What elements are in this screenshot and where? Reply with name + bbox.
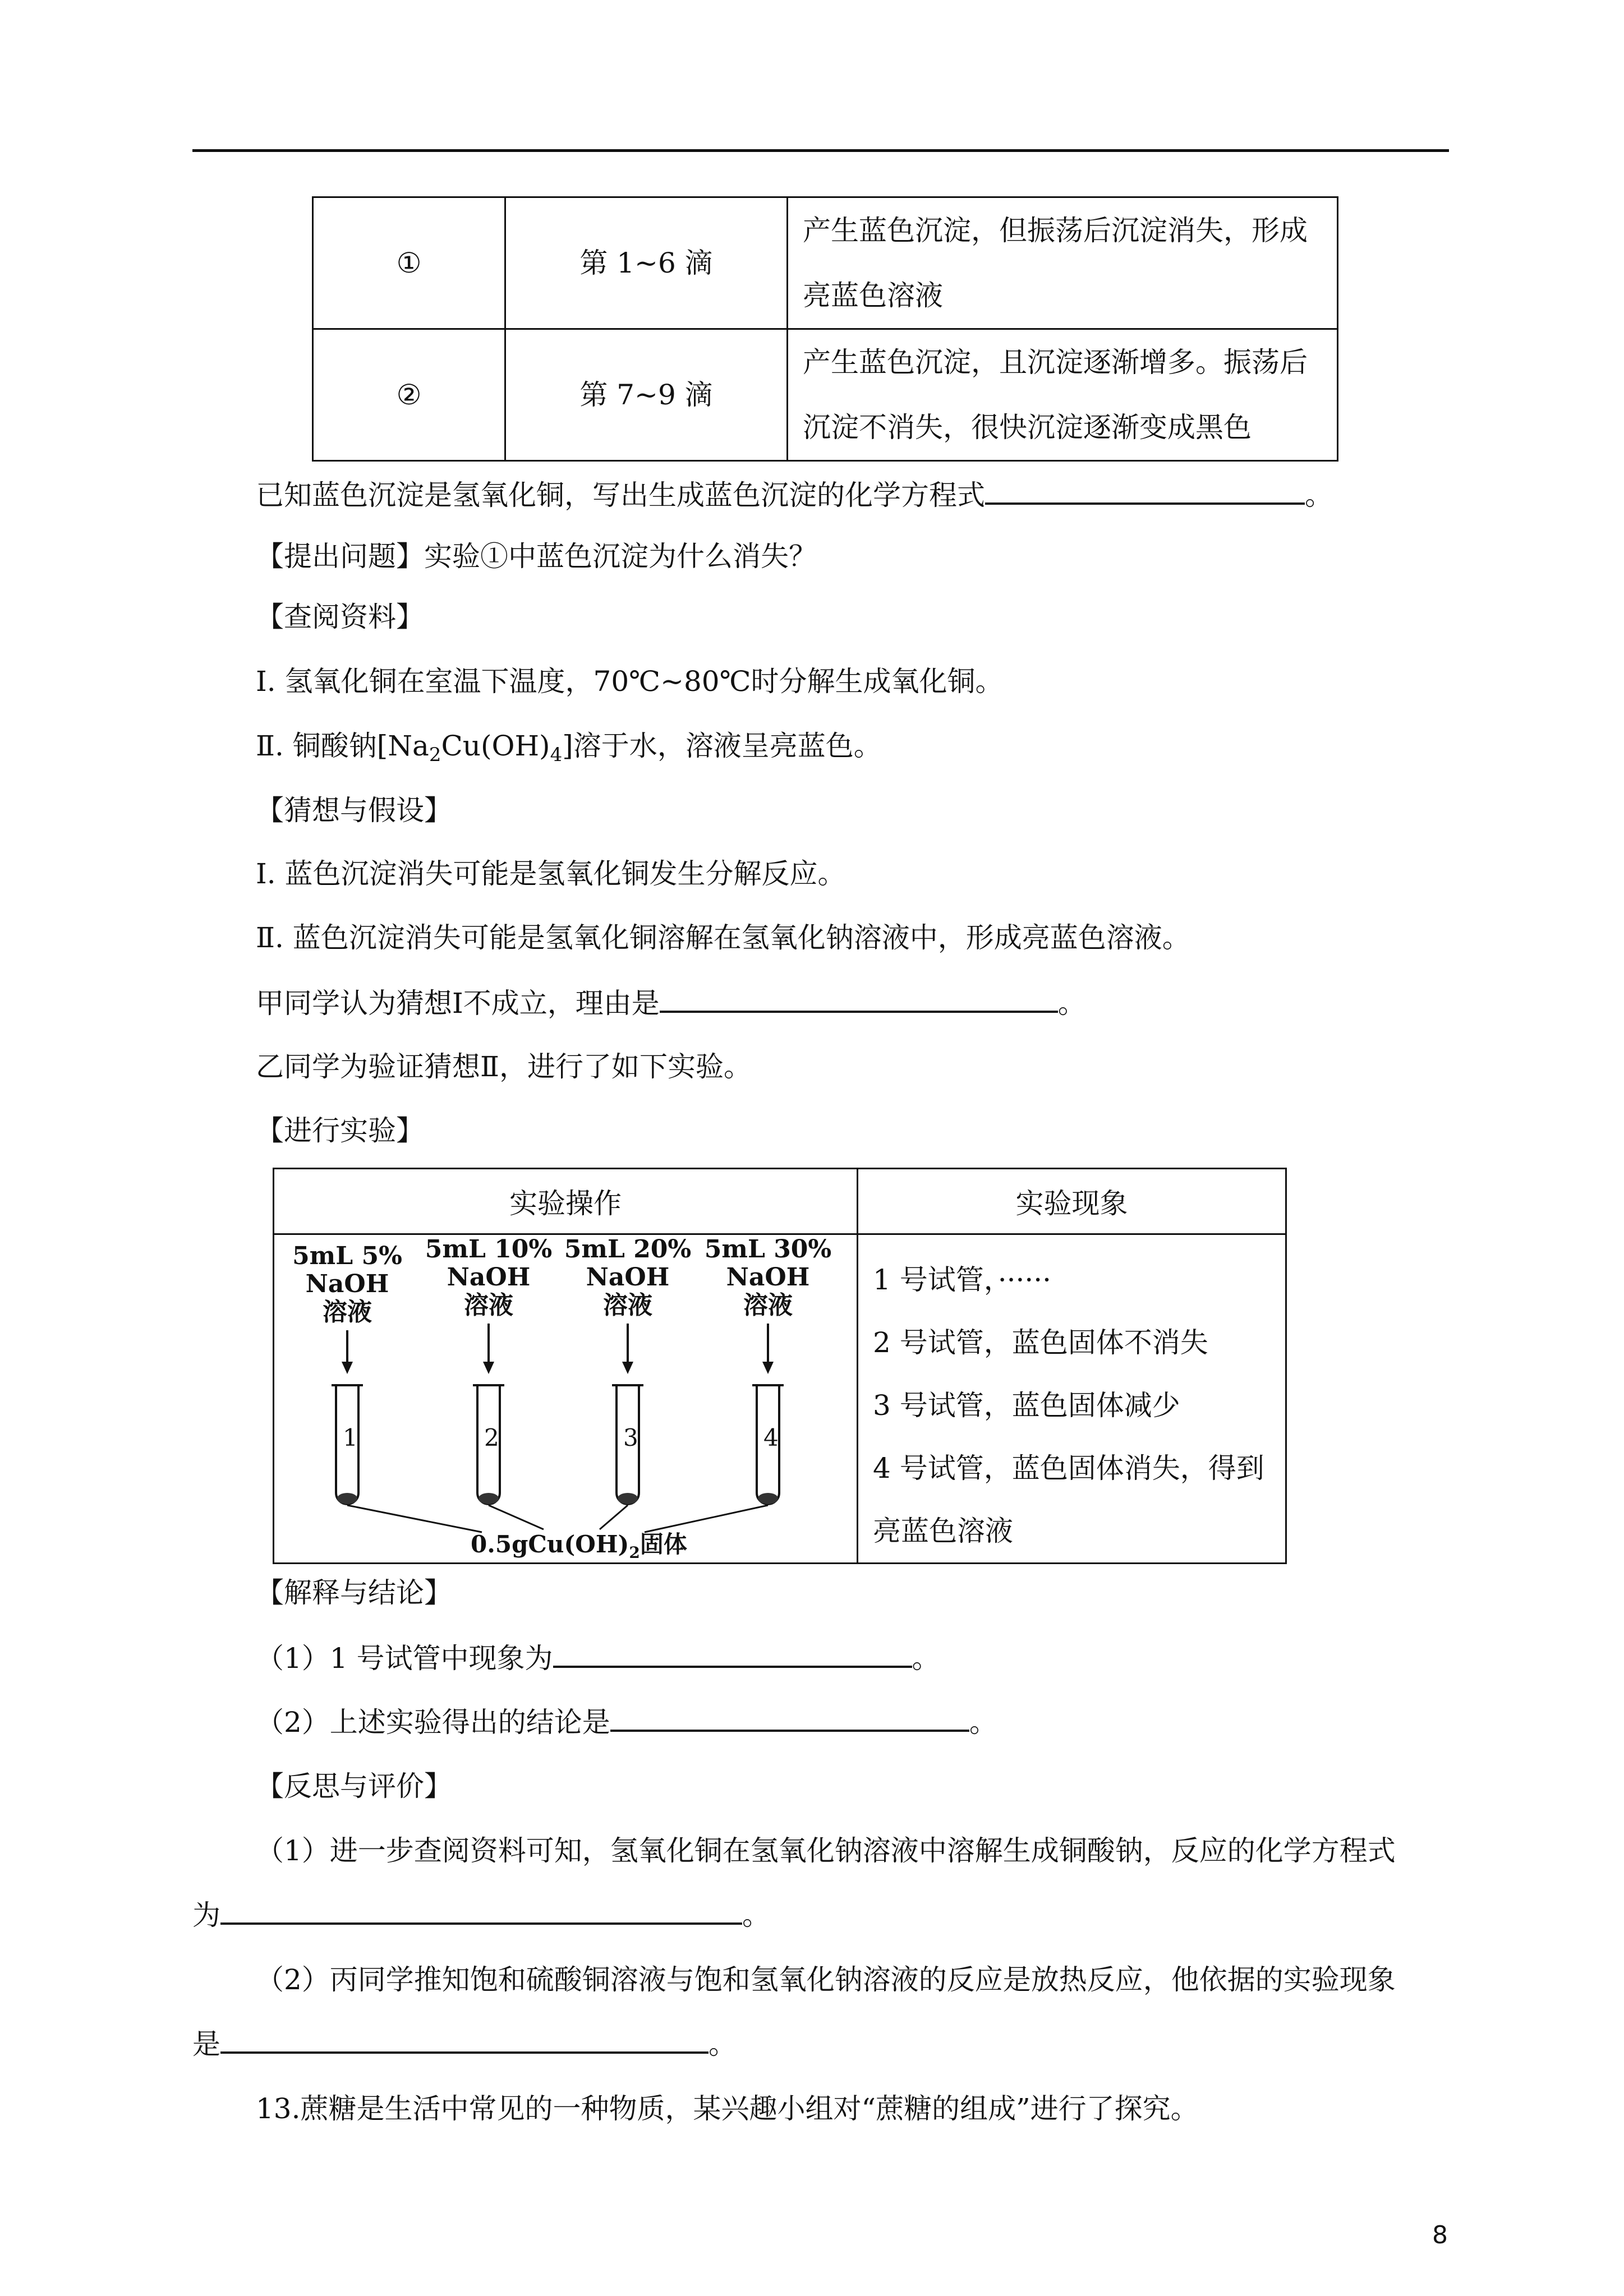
row-number: ① (313, 197, 505, 329)
experiment-table (273, 1168, 1287, 1564)
tube-number: 3 (623, 1424, 638, 1451)
paragraph-end: 。 (1057, 987, 1086, 1020)
header-phenomenon: 实验现象 (858, 1169, 1286, 1234)
paragraph-text: （1）1 号试管中现象为 (256, 1642, 553, 1675)
drop-range: 第 1~6 滴 (505, 197, 788, 329)
tube-number: 1 (343, 1424, 358, 1451)
reference-item-2 (256, 729, 882, 772)
heading-question: 【提出问题】实验①中蓝色沉淀为什么消失？ (256, 540, 817, 573)
result-cell (788, 197, 1338, 329)
precipitate-icon (479, 1493, 499, 1504)
solid-label: $0.5gCu(OH)_2$固体 (471, 1530, 687, 1558)
header-operation: 实验操作 (274, 1169, 858, 1234)
heading-hypothesis: 【猜想与假设】 (256, 794, 452, 827)
question-13: 13.蔗糖是生活中常见的一种物质，某兴趣小组对“蔗糖的组成”进行了探究。 (256, 2092, 1199, 2125)
reference-item-1: Ⅰ. 氢氧化铜在室温下温度，70℃~80℃时分解生成氧化铜。 (256, 665, 1004, 698)
tube-label-reagent: NaOH (305, 1270, 389, 1298)
tube-label-solution: 溶液 (743, 1291, 793, 1320)
paragraph-end: 。 (969, 1706, 997, 1739)
pointer-line (600, 1505, 628, 1529)
tube-label-volume: 5mL 30% (704, 1235, 832, 1264)
precipitate-icon (337, 1493, 357, 1504)
question-1 (256, 1641, 940, 1675)
result-cell (788, 329, 1338, 461)
phenomenon-line: 3 号试管，蓝色固体减少 (873, 1389, 1180, 1422)
paragraph-text: 为 (192, 1899, 220, 1931)
table-row (313, 329, 1338, 461)
table-row (313, 197, 1338, 329)
tube-label-reagent: NaOH (447, 1263, 531, 1292)
reflection-1-cont (192, 1898, 770, 1932)
hypothesis-2: Ⅱ. 蓝色沉淀消失可能是氢氧化铜溶解在氢氧化钠溶液中，形成亮蓝色溶液。 (256, 921, 1190, 954)
phenomenon-line: 4 号试管，蓝色固体消失，得到 (873, 1452, 1264, 1484)
answer-blank[interactable] (220, 2027, 709, 2054)
tube-label-solution: 溶液 (603, 1291, 652, 1320)
result-line: 产生蓝色沉淀，且沉淀逐渐增多。振荡后 (803, 346, 1308, 379)
tube-label-volume: 5mL 10% (425, 1235, 553, 1264)
header-rule (192, 149, 1449, 152)
tube-label-solution: 溶液 (323, 1298, 372, 1326)
ref-text: Ⅱ. 铜酸钠[Na (256, 730, 429, 762)
tube-number: 4 (763, 1424, 779, 1451)
precipitate-icon (618, 1493, 638, 1504)
heading-references: 【查阅资料】 (256, 601, 424, 633)
result-line: 亮蓝色溶液 (803, 279, 943, 312)
result-line: 沉淀不消失，很快沉淀逐渐变成黑色 (803, 411, 1252, 444)
paragraph-text: （2）上述实验得出的结论是 (256, 1706, 610, 1739)
pointer-line (489, 1505, 544, 1529)
tube-number: 2 (484, 1424, 499, 1451)
paragraph (256, 478, 1333, 512)
tube-label-reagent: NaOH (586, 1263, 670, 1292)
heading-reflection: 【反思与评价】 (256, 1770, 452, 1802)
pointer-line (645, 1505, 768, 1532)
precipitate-icon (758, 1493, 778, 1504)
tube-label-volume: 5mL 5% (292, 1242, 402, 1270)
reflection-1: （1）进一步查阅资料可知，氢氧化铜在氢氧化钠溶液中溶解生成铜酸钠，反应的化学方程式 (256, 1834, 1396, 1867)
answer-blank[interactable] (220, 1898, 742, 1925)
phenomenon-cell (858, 1234, 1286, 1564)
paragraph-end: 。 (742, 1899, 770, 1931)
page-number: 8 (1432, 2221, 1448, 2249)
arrow-head-icon (483, 1362, 494, 1374)
arrow-head-icon (342, 1362, 353, 1374)
phenomenon-line: 亮蓝色溶液 (873, 1515, 1013, 1547)
paragraph-text: 甲同学认为猜想Ⅰ不成立，理由是 (256, 987, 660, 1020)
phenomenon-line: 1 号试管，······ (873, 1264, 1052, 1296)
result-line: 产生蓝色沉淀，但振荡后沉淀消失，形成 (803, 214, 1308, 247)
tube-label-volume: 5mL 20% (564, 1235, 692, 1264)
paragraph-end: 。 (709, 2028, 737, 2060)
table-header-row (274, 1169, 1286, 1234)
operation-cell (274, 1234, 858, 1564)
paragraph-text: 是 (192, 2028, 220, 2060)
heading-conclusion: 【解释与结论】 (256, 1576, 452, 1609)
paragraph (256, 986, 1086, 1020)
paragraph-end: 。 (912, 1642, 940, 1675)
paragraph: 乙同学为验证猜想Ⅱ，进行了如下实验。 (256, 1050, 752, 1083)
paragraph-end: 。 (1305, 479, 1333, 511)
hypothesis-1: Ⅰ. 蓝色沉淀消失可能是氢氧化铜发生分解反应。 (256, 857, 846, 890)
ref-subscript: 2 (429, 744, 441, 766)
ref-text: Cu(OH) (441, 730, 550, 762)
pointer-line (347, 1505, 482, 1532)
drop-results-table (312, 196, 1338, 462)
table-row (274, 1234, 1286, 1564)
reflection-2-cont (192, 2027, 737, 2061)
test-tube-diagram (274, 1235, 855, 1558)
answer-blank[interactable] (660, 986, 1058, 1013)
ref-text: ]溶于水，溶液呈亮蓝色。 (562, 730, 882, 762)
answer-blank[interactable] (985, 478, 1305, 505)
question-2 (256, 1705, 997, 1739)
tube-label-solution: 溶液 (464, 1291, 513, 1320)
answer-blank[interactable] (610, 1705, 969, 1732)
drop-range: 第 7~9 滴 (505, 329, 788, 461)
paragraph-text: 已知蓝色沉淀是氢氧化铜，写出生成蓝色沉淀的化学方程式 (256, 479, 985, 511)
row-number: ② (313, 329, 505, 461)
arrow-head-icon (622, 1362, 633, 1374)
answer-blank[interactable] (553, 1641, 912, 1668)
heading-experiment: 【进行实验】 (256, 1114, 424, 1147)
phenomenon-line: 2 号试管，蓝色固体不消失 (873, 1326, 1208, 1359)
ref-subscript: 4 (550, 744, 563, 766)
arrow-head-icon (762, 1362, 774, 1374)
tube-label-reagent: NaOH (726, 1263, 810, 1292)
reflection-2: （2）丙同学推知饱和硫酸铜溶液与饱和氢氧化钠溶液的反应是放热反应，他依据的实验现象 (256, 1963, 1396, 1996)
